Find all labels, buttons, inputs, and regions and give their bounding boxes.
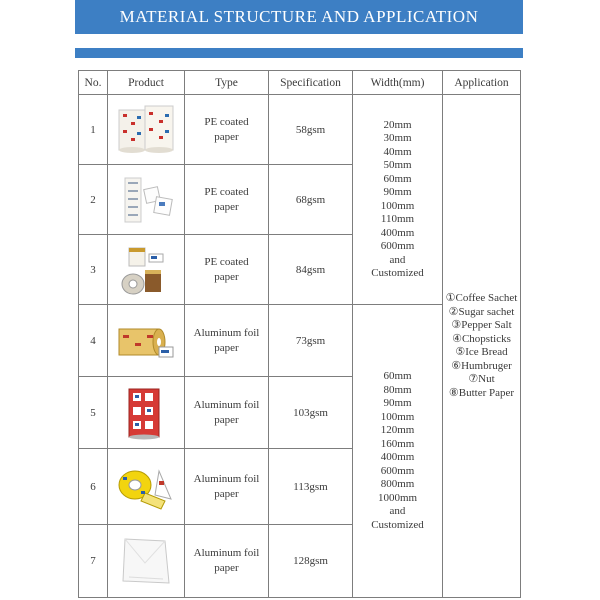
- specification: 113gsm: [269, 449, 353, 525]
- table-row: [79, 95, 521, 165]
- row-number: 3: [79, 235, 108, 305]
- column-header: Specification: [269, 71, 353, 95]
- column-header: Application: [443, 71, 521, 95]
- title-banner: MATERIAL STRUCTURE AND APPLICATION: [75, 0, 523, 34]
- row-number: 6: [79, 449, 108, 525]
- paper-roll-with-sachets-icon: [115, 172, 177, 228]
- material-table: [78, 70, 521, 598]
- product-image: [108, 377, 185, 449]
- material-type: PE coated paper: [185, 165, 269, 235]
- table-header-row: [79, 71, 521, 95]
- material-type: Aluminum foil paper: [185, 525, 269, 598]
- specification: 58gsm: [269, 95, 353, 165]
- material-type: PE coated paper: [185, 235, 269, 305]
- row-number: 7: [79, 525, 108, 598]
- red-foil-roll-icon: [115, 385, 177, 441]
- column-header: Type: [185, 71, 269, 95]
- specification: 103gsm: [269, 377, 353, 449]
- product-image: [108, 449, 185, 525]
- column-header: No.: [79, 71, 108, 95]
- row-number: 4: [79, 305, 108, 377]
- width-group-foil: 60mm 80mm 90mm 100mm 120mm 160mm 400mm 600mm 800mm 1000mm and Customized: [353, 305, 443, 598]
- product-image: [108, 95, 185, 165]
- paper-rolls-stack-icon: [115, 242, 177, 298]
- application-list: ①Coffee Sachet ②Sugar sachet ③Pepper Salt ④Chopsticks ⑤Ice Bread ⑥Humbruger ⑦Nut ⑧Butter Paper: [443, 95, 521, 598]
- header-rule: [75, 48, 523, 58]
- paper-roll-printed-icon: [115, 102, 177, 158]
- row-number: 5: [79, 377, 108, 449]
- column-header: Width(mm): [353, 71, 443, 95]
- specification: 84gsm: [269, 235, 353, 305]
- gold-foil-roll-icon: [115, 313, 177, 369]
- material-type: Aluminum foil paper: [185, 377, 269, 449]
- specification: 128gsm: [269, 525, 353, 598]
- product-image: [108, 525, 185, 598]
- material-type: Aluminum foil paper: [185, 449, 269, 525]
- product-image: [108, 305, 185, 377]
- specification: 73gsm: [269, 305, 353, 377]
- yellow-foil-roll-icon: [115, 459, 177, 515]
- row-number: 1: [79, 95, 108, 165]
- row-number: 2: [79, 165, 108, 235]
- material-type: Aluminum foil paper: [185, 305, 269, 377]
- white-foil-bag-icon: [115, 533, 177, 589]
- width-group-pe: 20mm 30mm 40mm 50mm 60mm 90mm 100mm 110mm 400mm 600mm and Customized: [353, 95, 443, 305]
- material-type: PE coated paper: [185, 95, 269, 165]
- product-image: [108, 165, 185, 235]
- specification: 68gsm: [269, 165, 353, 235]
- product-image: [108, 235, 185, 305]
- column-header: Product: [108, 71, 185, 95]
